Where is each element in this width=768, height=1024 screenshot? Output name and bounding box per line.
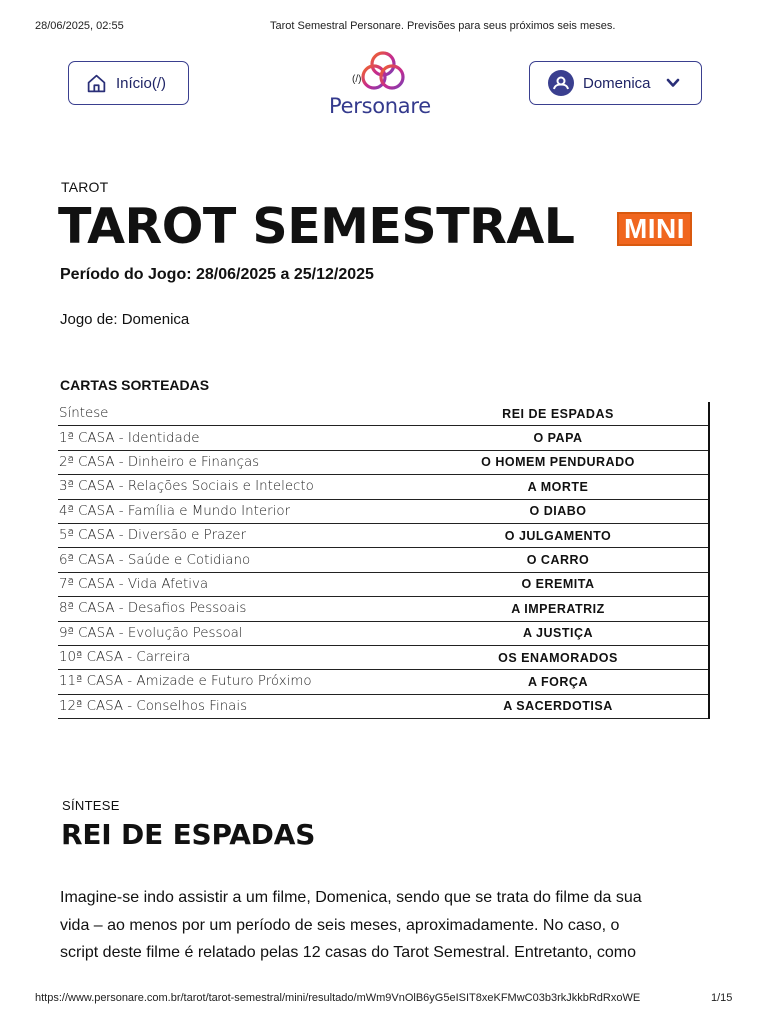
house-name: 11ª CASA - Amizade e Futuro Próximo [58,670,408,694]
sintese-line: Imagine-se indo assistir a um filme, Domenica, sendo que se trata do filme da sua [60,889,642,906]
card-name: A MORTE [408,475,709,499]
print-page-title: Tarot Semestral Personare. Previsões para seus próximos seis meses. [270,20,616,32]
table-row [58,670,709,694]
sintese-line: script deste filme é relatado pelas 12 casas do Tarot Semestral. Entretanto, como [60,944,636,961]
logo-wordmark: Personare [329,94,431,118]
table-row [58,621,709,645]
cards-table-title: CARTAS SORTEADAS [60,377,210,393]
card-name: OS ENAMORADOS [408,645,709,669]
cards-table [58,402,710,719]
card-name: A FORÇA [408,670,709,694]
game-period: Período do Jogo: 28/06/2025 a 25/12/2025 [60,266,374,283]
table-row [58,645,709,669]
section-eyebrow: TAROT [61,179,109,195]
house-name: 12ª CASA - Conselhos Finais [58,694,408,718]
game-player: Jogo de: Domenica [60,311,190,328]
table-row [58,402,709,426]
house-name: 10ª CASA - Carreira [58,645,408,669]
house-name: 9ª CASA - Evolução Pessoal [58,621,408,645]
table-row [58,426,709,450]
card-name: REI DE ESPADAS [408,402,709,426]
house-name: 7ª CASA - Vida Afetiva [58,572,408,596]
table-row [58,597,709,621]
card-name: O HOMEM PENDURADO [408,450,709,474]
house-name: 3ª CASA - Relações Sociais e Intelecto [58,475,408,499]
user-avatar-icon [548,70,574,96]
table-row [58,499,709,523]
home-icon [86,73,107,94]
print-url: https://www.personare.com.br/tarot/tarot-semestral/mini/resultado/mWm9VnOlB6yG5eISIT8xeKFMwC03b3rkJkkbRdRxoWE [35,992,641,1004]
sintese-title: REI DE ESPADAS [61,818,316,851]
page-title: TAROT SEMESTRAL [58,198,575,255]
card-name: O JULGAMENTO [408,523,709,547]
house-name: 6ª CASA - Saúde e Cotidiano [58,548,408,572]
table-row [58,475,709,499]
house-name: 1ª CASA - Identidade [58,426,408,450]
house-name: Síntese [58,402,408,426]
card-name: A JUSTIÇA [408,621,709,645]
personare-logo[interactable] [322,50,448,120]
table-row [58,548,709,572]
card-name: O DIABO [408,499,709,523]
sintese-eyebrow: SÍNTESE [62,798,120,813]
sintese-paragraph [60,884,720,967]
home-button[interactable] [68,61,189,105]
cards-table-body [58,402,709,719]
sintese-line: vida – ao menos por um período de seis meses, aproximadamente. No caso, o [60,916,620,934]
user-name: Domenica [583,74,651,92]
print-page-number: 1/15 [711,992,733,1004]
card-name: O EREMITA [408,572,709,596]
home-button-label: Início(/) [116,74,167,92]
house-name: 2ª CASA - Dinheiro e Finanças [58,450,408,474]
print-date: 28/06/2025, 02:55 [35,20,124,32]
card-name: A SACERDOTISA [408,694,709,718]
house-name: 4ª CASA - Família e Mundo Interior [58,499,408,523]
house-name: 5ª CASA - Diversão e Prazer [58,523,408,547]
card-name: O PAPA [408,426,709,450]
table-row [58,572,709,596]
mini-badge: MINI [617,212,692,246]
chevron-down-icon [666,78,680,88]
card-name: O CARRO [408,548,709,572]
card-name: A IMPERATRIZ [408,597,709,621]
table-row [58,694,709,718]
logo-link-text: (/) [352,74,362,85]
user-menu-button[interactable] [529,61,702,105]
personare-logo-mark [359,50,407,96]
house-name: 8ª CASA - Desafios Pessoais [58,597,408,621]
table-row [58,523,709,547]
table-row [58,450,709,474]
